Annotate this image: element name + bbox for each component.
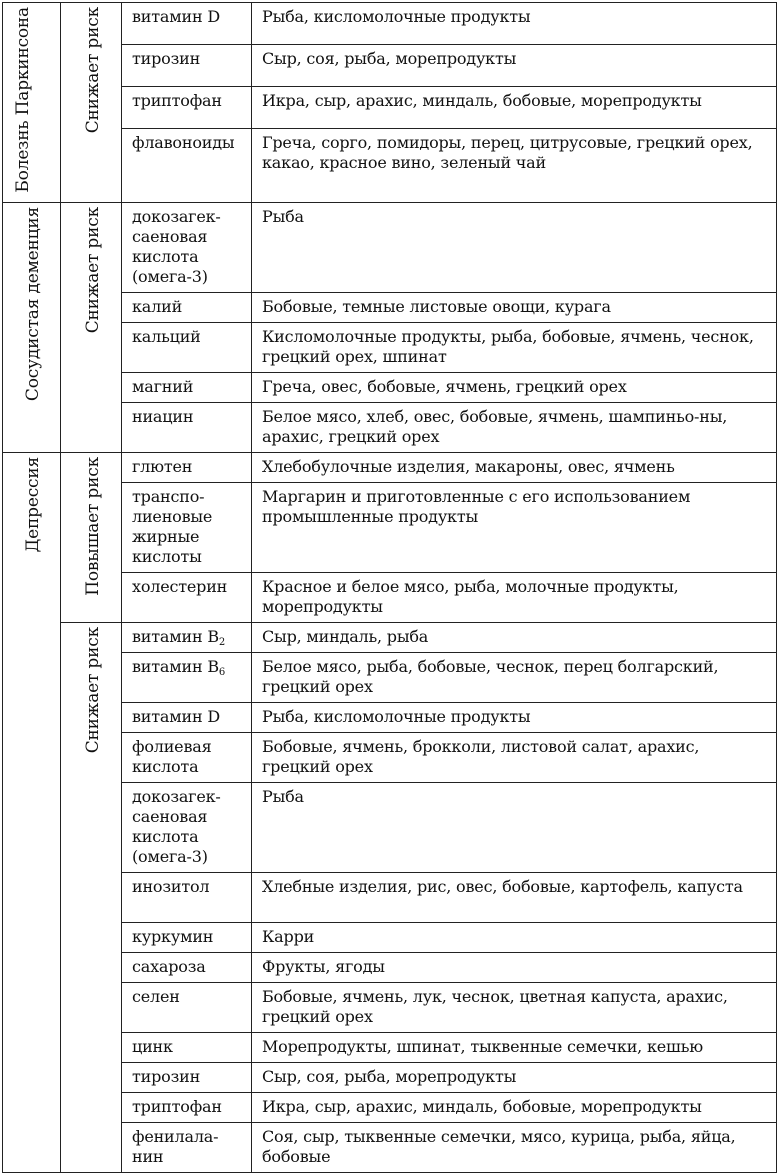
foods-cell: Сыр, соя, рыба, морепродукты bbox=[252, 45, 777, 87]
nutrient-cell: холестерин bbox=[122, 572, 252, 622]
nutrient-cell: фенилала-нин bbox=[122, 1122, 252, 1172]
nutrient-cell bbox=[122, 622, 252, 652]
nutrient-cell: триптофан bbox=[122, 87, 252, 129]
table-row bbox=[3, 622, 777, 652]
disease-cell-parkinson bbox=[3, 3, 61, 203]
effect-label: Снижает риск bbox=[82, 7, 103, 134]
foods-cell: Хлебные изделия, рис, овес, бобовые, картофель, капуста bbox=[252, 872, 777, 922]
effect-cell bbox=[61, 202, 122, 452]
table-row bbox=[3, 202, 777, 292]
foods-cell: Бобовые, ячмень, лук, чеснок, цветная капуста, арахис, грецкий орех bbox=[252, 982, 777, 1032]
nutrition-table bbox=[2, 2, 777, 1173]
nutrient-cell: докозагек-саеновая кислота (омега-3) bbox=[122, 782, 252, 872]
nutrient-text: витамин B bbox=[132, 656, 219, 676]
disease-label: Депрессия bbox=[23, 456, 43, 553]
effect-label: Повышает риск bbox=[82, 456, 103, 596]
foods-cell: Соя, сыр, тыквенные семечки, мясо, курица, рыба, яйца, бобовые bbox=[252, 1122, 777, 1172]
foods-cell: Рыба, кисломолочные продукты bbox=[252, 3, 777, 45]
nutrient-cell: докозагек-саеновая кислота (омега-3) bbox=[122, 202, 252, 292]
foods-cell: Икра, сыр, арахис, миндаль, бобовые, морепродукты bbox=[252, 87, 777, 129]
foods-cell: Маргарин и приготовленные с его использованием промышленные продукты bbox=[252, 482, 777, 572]
nutrient-cell: цинк bbox=[122, 1032, 252, 1062]
subscript: 2 bbox=[218, 636, 226, 648]
foods-cell: Красное и белое мясо, рыба, молочные продукты, морепродукты bbox=[252, 572, 777, 622]
foods-cell: Белое мясо, хлеб, овес, бобовые, ячмень, шампиньо-ны, арахис, грецкий орех bbox=[252, 402, 777, 452]
effect-label: Снижает риск bbox=[82, 626, 103, 753]
effect-label: Снижает риск bbox=[82, 206, 103, 333]
foods-cell: Греча, овес, бобовые, ячмень, грецкий орех bbox=[252, 372, 777, 402]
nutrient-cell: витамин D bbox=[122, 3, 252, 45]
nutrient-cell: ниацин bbox=[122, 402, 252, 452]
table-row bbox=[3, 452, 777, 482]
nutrient-cell: селен bbox=[122, 982, 252, 1032]
foods-cell: Рыба bbox=[252, 782, 777, 872]
nutrient-cell: калий bbox=[122, 292, 252, 322]
nutrient-text: витамин B bbox=[132, 626, 219, 646]
foods-cell: Кисломолочные продукты, рыба, бобовые, ячмень, чеснок, грецкий орех, шпинат bbox=[252, 322, 777, 372]
nutrient-cell: инозитол bbox=[122, 872, 252, 922]
nutrient-cell: глютен bbox=[122, 452, 252, 482]
nutrient-cell: кальций bbox=[122, 322, 252, 372]
nutrient-cell: магний bbox=[122, 372, 252, 402]
foods-cell: Морепродукты, шпинат, тыквенные семечки, кешью bbox=[252, 1032, 777, 1062]
disease-cell-depression bbox=[3, 452, 61, 1172]
nutrient-cell: тирозин bbox=[122, 1062, 252, 1092]
subscript: 6 bbox=[218, 666, 226, 678]
effect-cell bbox=[61, 622, 122, 1172]
disease-cell-vascular-dementia bbox=[3, 202, 61, 452]
foods-cell: Икра, сыр, арахис, миндаль, бобовые, морепродукты bbox=[252, 1092, 777, 1122]
foods-cell: Хлебобулочные изделия, макароны, овес, ячмень bbox=[252, 452, 777, 482]
effect-cell bbox=[61, 3, 122, 203]
nutrient-cell: флавоноиды bbox=[122, 129, 252, 202]
foods-cell: Белое мясо, рыба, бобовые, чеснок, перец болгарский, грецкий орех bbox=[252, 652, 777, 702]
foods-cell: Бобовые, ячмень, брокколи, листовой салат, арахис, грецкий орех bbox=[252, 732, 777, 782]
foods-cell: Рыба, кисломолочные продукты bbox=[252, 702, 777, 732]
nutrient-cell bbox=[122, 652, 252, 702]
nutrient-cell: сахароза bbox=[122, 952, 252, 982]
foods-cell: Рыба bbox=[252, 202, 777, 292]
effect-cell bbox=[61, 452, 122, 622]
nutrient-cell: куркумин bbox=[122, 922, 252, 952]
disease-label: Болезнь Паркинсона bbox=[13, 7, 33, 193]
foods-cell: Греча, сорго, помидоры, перец, цитрусовые, грецкий орех, какао, красное вино, зеленый чай bbox=[252, 129, 777, 202]
foods-cell: Фрукты, ягоды bbox=[252, 952, 777, 982]
disease-label: Сосудистая деменция bbox=[23, 206, 43, 401]
foods-cell: Сыр, соя, рыба, морепродукты bbox=[252, 1062, 777, 1092]
foods-cell: Бобовые, темные листовые овощи, курага bbox=[252, 292, 777, 322]
table-row bbox=[3, 3, 777, 45]
nutrient-cell: триптофан bbox=[122, 1092, 252, 1122]
nutrient-cell: фолиевая кислота bbox=[122, 732, 252, 782]
nutrient-cell: транспо-лиеновые жирные кислоты bbox=[122, 482, 252, 572]
foods-cell: Сыр, миндаль, рыба bbox=[252, 622, 777, 652]
nutrient-cell: тирозин bbox=[122, 45, 252, 87]
nutrient-cell: витамин D bbox=[122, 702, 252, 732]
foods-cell: Карри bbox=[252, 922, 777, 952]
